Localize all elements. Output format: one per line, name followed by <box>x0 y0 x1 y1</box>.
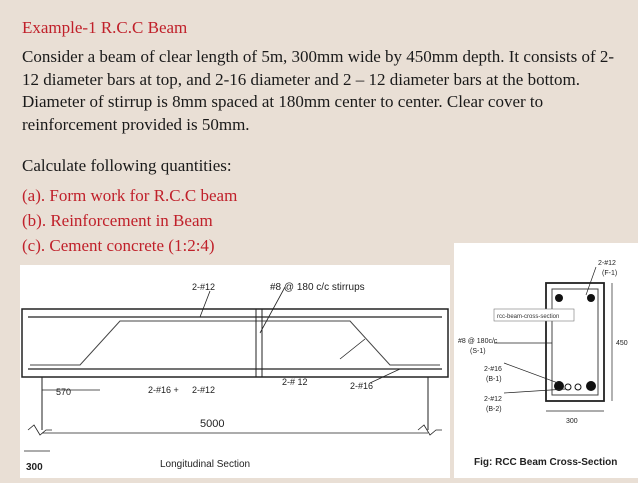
item-concrete: (c). Cement concrete (1:2:4) <box>22 236 215 255</box>
item-reinforcement: (b). Reinforcement in Beam <box>22 211 213 230</box>
bar-bottom-12b <box>575 384 581 390</box>
slide-title: Example-1 R.C.C Beam <box>22 18 188 37</box>
cs-width: 300 <box>566 418 578 425</box>
cs-bottom-16-tag: (B-1) <box>486 376 502 383</box>
label-stirrups: #8 @ 180 c/c stirrups <box>270 282 365 293</box>
cs-top-bars: 2-#12 <box>598 260 616 267</box>
leader-top <box>200 291 210 317</box>
leader-bent <box>340 339 365 359</box>
label-bottom-mid-b: 2-#12 <box>192 385 216 395</box>
cs-bottom-12: 2-#12 <box>484 396 502 403</box>
long-section-caption: Longitudinal Section <box>160 459 251 470</box>
leader-top-bars <box>586 267 596 295</box>
break-mark-right <box>418 425 442 435</box>
label-bottom-mid-a: 2-#16 + <box>148 385 179 395</box>
bar-top-right <box>587 294 595 302</box>
longitudinal-section-figure <box>20 265 450 478</box>
cs-depth: 450 <box>616 340 628 347</box>
beam-outline <box>22 309 448 377</box>
bent-bar <box>30 321 440 365</box>
label-bottom-right: 2-#16 <box>350 381 374 391</box>
cs-bottom-16: 2-#16 <box>484 366 502 373</box>
cross-section-figure <box>454 243 638 478</box>
stirrup-loop <box>552 289 598 395</box>
leader-stirrup <box>260 287 285 333</box>
label-top-bars: 2-#12 <box>192 282 216 292</box>
cross-outline <box>546 283 604 401</box>
tooltip-text: rcc-beam-cross-section <box>497 314 560 320</box>
label-bent-bar: 2-# 12 <box>282 377 308 387</box>
problem-statement: Consider a beam of clear length of 5m, 300mm wide by 450mm depth. It consists of 2-12 diameter bars at top, and 2-16 diameter and 2 – 12 diameter bars at the bottom. Diameter of stirrup is 8mm spaced at 180mm center to center. Clear cover to reinforcement provided is 50mm. <box>22 47 615 134</box>
break-mark-left <box>28 425 52 435</box>
item-formwork: (a). Form work for R.C.C beam <box>22 186 238 205</box>
label-support-width: 300 <box>26 462 43 473</box>
cs-stirrup-tag: (S-1) <box>470 348 486 355</box>
cs-stirrup: #8 @ 180c/c <box>458 338 498 345</box>
leader-b2 <box>504 389 566 393</box>
calc-heading: Calculate following quantities: <box>22 156 232 175</box>
label-clear-span: 5000 <box>200 418 225 430</box>
label-span-left: 570 <box>56 387 72 397</box>
bar-top-left <box>555 294 563 302</box>
cross-section-caption: Fig: RCC Beam Cross-Section <box>474 457 618 468</box>
cs-bottom-12-tag: (B-2) <box>486 406 502 413</box>
bar-bottom-right <box>586 381 596 391</box>
cs-top-bars-tag: (F-1) <box>602 270 618 277</box>
leader-bottom-right <box>370 369 400 383</box>
leader-b1 <box>504 363 558 383</box>
